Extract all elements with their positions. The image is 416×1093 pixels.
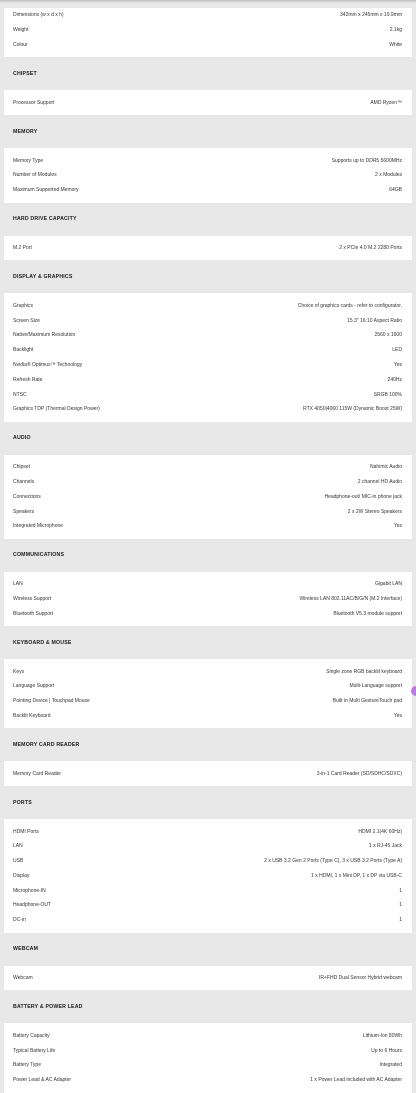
spec-row <box>4 153 412 168</box>
spec-label: HDMI Ports <box>13 828 39 835</box>
spec-value: 1 x HDMI, 1 x Mini DP, 1 x DP via USB-C <box>311 872 402 879</box>
spec-value: IR+FHD Dual Sensor Hybrid webcam <box>319 975 402 982</box>
section-title: AUDIO <box>13 435 31 442</box>
spec-label: Display <box>13 872 30 879</box>
spec-row <box>4 664 412 679</box>
section-body <box>4 819 412 933</box>
spec-label: Refresh Rate <box>13 376 43 383</box>
spec-row <box>4 694 412 709</box>
spec-value: Supports up to DDR5 5600MHz <box>331 157 402 164</box>
spec-label: Chipset <box>13 464 30 471</box>
spec-section <box>0 626 416 728</box>
section-padding <box>4 1088 412 1093</box>
spec-label: Graphics TDP (Thermal Design Power) <box>13 406 100 413</box>
spec-value: Up to 6 Hours <box>371 1047 402 1054</box>
section-title: HARD DRIVE CAPACITY <box>13 216 77 223</box>
spec-row <box>4 489 412 504</box>
spec-value: 1 <box>399 917 402 924</box>
spec-value: 2.1kg <box>389 27 402 34</box>
spec-value: Yes <box>393 523 402 530</box>
section-body <box>4 148 412 202</box>
spec-section <box>0 539 416 626</box>
spec-row <box>4 183 412 198</box>
spec-row <box>4 372 412 387</box>
spec-row <box>4 679 412 694</box>
spec-value: Yes <box>393 712 402 719</box>
spec-row <box>4 387 412 402</box>
spec-row <box>4 402 412 417</box>
spec-label: Weight <box>13 27 29 34</box>
spec-row <box>4 883 412 898</box>
spec-value: LED <box>392 347 402 354</box>
spec-label: Backlit Keyboard <box>13 712 51 719</box>
spec-value: 3-in-1 Card Reader (SD/SDHC/SDXC) <box>316 770 402 777</box>
spec-label: NTSC <box>13 391 27 398</box>
spec-row <box>4 95 412 110</box>
spec-value: SRGB 100% <box>373 391 402 398</box>
spec-row <box>4 913 412 928</box>
section-body <box>4 966 412 991</box>
spec-value: Lithium-Ion 80Wh <box>362 1032 402 1039</box>
spec-label: Microphone-IN <box>13 887 46 894</box>
section-body <box>4 1023 412 1092</box>
spec-row <box>4 606 412 621</box>
spec-label: Power Lead & AC Adapter <box>13 1077 72 1084</box>
spec-section <box>0 260 416 421</box>
spec-row <box>4 898 412 913</box>
spec-value: HDMI 2.1(4K 60Hz) <box>358 828 402 835</box>
spec-row <box>4 577 412 592</box>
spec-section <box>0 786 416 933</box>
spec-row <box>4 23 412 38</box>
spec-label: Processor Support <box>13 99 55 106</box>
chat-launcher-icon[interactable] <box>411 686 416 696</box>
section-title: CHIPSET <box>13 70 37 77</box>
spec-row <box>4 298 412 313</box>
spec-row <box>4 519 412 534</box>
spec-label: Bluetooth Support <box>13 610 54 617</box>
spec-value: 64GB <box>389 187 402 194</box>
spec-label: Memory Card Reader <box>13 770 62 777</box>
spec-label: Wireless Support <box>13 595 52 602</box>
spec-label: Screen Size <box>13 317 40 324</box>
spec-row <box>4 475 412 490</box>
spec-row <box>4 38 412 53</box>
spec-label: Webcam <box>13 975 33 982</box>
spec-label: LAN <box>13 843 23 850</box>
spec-row <box>4 460 412 475</box>
spec-section <box>0 115 416 202</box>
spec-label: Graphics <box>13 302 34 309</box>
spec-label: Channels <box>13 478 35 485</box>
spec-value: 2 x PCIe 4.0 M.2 2280 Ports <box>339 244 402 251</box>
spec-section <box>0 203 416 261</box>
spec-label: Number of Modules <box>13 172 57 179</box>
spec-label: USB <box>13 858 24 865</box>
spec-section <box>0 728 416 786</box>
spec-label: Headphone-OUT <box>13 902 52 909</box>
spec-value: 2 x USB 3.2 Gen 2 Ports (Type C), 3 x USB 3.2 Ports (Type A) <box>264 858 402 865</box>
spec-value: Choice of graphics cards - refer to configurator. <box>297 302 402 309</box>
spec-value: 342mm x 245mm x 19.9mm <box>340 12 402 19</box>
spec-label: Maximum Supported Memory <box>13 187 79 194</box>
spec-row <box>4 824 412 839</box>
section-body <box>4 761 412 786</box>
section-title: COMMUNICATIONS <box>13 552 65 559</box>
spec-value: Yes <box>393 361 402 368</box>
section-body <box>4 90 412 115</box>
spec-value: Nahimic Audio <box>370 464 402 471</box>
spec-value: Gigabit LAN <box>375 581 402 588</box>
spec-value: Bluetooth V5.3 module support <box>333 610 402 617</box>
spec-row <box>4 869 412 884</box>
section-title: DISPLAY & GRAPHICS <box>13 273 73 280</box>
section-body <box>4 293 412 421</box>
spec-label: Battery Capacity <box>13 1032 50 1039</box>
spec-row <box>4 766 412 781</box>
spec-value: 2 x 2W Stereo Speakers <box>347 508 402 515</box>
spec-value: Integrated <box>379 1062 402 1069</box>
spec-row <box>4 168 412 183</box>
spec-label: Backlight <box>13 347 34 354</box>
spec-label: Speakers <box>13 508 35 515</box>
spec-label: M.2 Port <box>13 244 32 251</box>
spec-value: AMD Ryzen™ <box>370 99 402 106</box>
section-title: PORTS <box>13 799 32 806</box>
section-title: MEMORY <box>13 128 38 135</box>
spec-label: Memory Type <box>13 157 44 164</box>
spec-value: Built in Multi GestureTouch pad <box>332 698 402 705</box>
spec-value: 1 x Power Lead included with AC Adapter <box>310 1077 402 1084</box>
spec-row <box>4 971 412 986</box>
spec-value: 1 <box>399 887 402 894</box>
spec-row <box>4 592 412 607</box>
section-body <box>4 572 412 626</box>
spec-row <box>4 1043 412 1058</box>
spec-value: RTX 4050|4060 115W (Dynamic Boost 25W) <box>303 406 402 413</box>
spec-row <box>4 1073 412 1088</box>
spec-label: Colour <box>13 41 28 48</box>
spec-section <box>0 57 416 115</box>
spec-value: 1 <box>399 902 402 909</box>
spec-value: 2560 x 1600 <box>374 332 402 339</box>
spec-value: 2 channel HD Audio <box>357 478 402 485</box>
spec-label: Keys <box>13 668 25 675</box>
spec-value: 1 x RJ-45 Jack <box>368 843 402 850</box>
spec-value: Single zone RGB backlit keyboard <box>326 668 402 675</box>
spec-section <box>0 990 416 1092</box>
spec-row <box>4 854 412 869</box>
spec-label: Language Support <box>13 683 55 690</box>
spec-section <box>0 0 416 57</box>
spec-label: Nvidia® Optimus™ Technology <box>13 361 83 368</box>
section-body <box>4 8 412 57</box>
section-title: MEMORY CARD READER <box>13 741 80 748</box>
spec-value: Wireless LAN 802.11AC/B/G/N (M.2 Interface) <box>299 595 402 602</box>
spec-row <box>4 8 412 23</box>
spec-value: 15.3" 16:10 Aspect Ratio <box>347 317 402 324</box>
spec-row <box>4 839 412 854</box>
section-title: BATTERY & POWER LEAD <box>13 1003 83 1010</box>
section-title: KEYBOARD & MOUSE <box>13 639 72 646</box>
spec-row <box>4 343 412 358</box>
section-title: WEBCAM <box>13 946 39 953</box>
spec-label: Native/Maximum Resolution <box>13 332 76 339</box>
spec-row <box>4 328 412 343</box>
spec-label: LAN <box>13 581 23 588</box>
top-shadow <box>0 0 416 3</box>
spec-row <box>4 1028 412 1043</box>
spec-label: Typical Battery Life <box>13 1047 56 1054</box>
section-body <box>4 659 412 728</box>
spec-value: 2 x Modules <box>375 172 402 179</box>
section-body <box>4 236 412 261</box>
spec-section <box>0 422 416 539</box>
spec-value: Multi-Language support <box>349 683 402 690</box>
spec-row <box>4 313 412 328</box>
spec-value: Headphone-out/ MIC-in phone jack <box>324 493 402 500</box>
spec-label: DC-in <box>13 917 26 924</box>
spec-label: Connections <box>13 493 41 500</box>
spec-row <box>4 241 412 256</box>
spec-label: Pointing Device | Touchpad Mouse <box>13 698 90 705</box>
spec-row <box>4 358 412 373</box>
spec-label: Integrated Microphone <box>13 523 64 530</box>
spec-section <box>0 933 416 991</box>
spec-row <box>4 709 412 724</box>
spec-row <box>4 504 412 519</box>
spec-value: 240Hz <box>387 376 402 383</box>
section-body <box>4 455 412 539</box>
spec-label: Battery Type <box>13 1062 41 1069</box>
spec-value: White <box>389 41 402 48</box>
spec-row <box>4 1058 412 1073</box>
spec-label: Dimensions (w x d x h) <box>13 12 64 19</box>
